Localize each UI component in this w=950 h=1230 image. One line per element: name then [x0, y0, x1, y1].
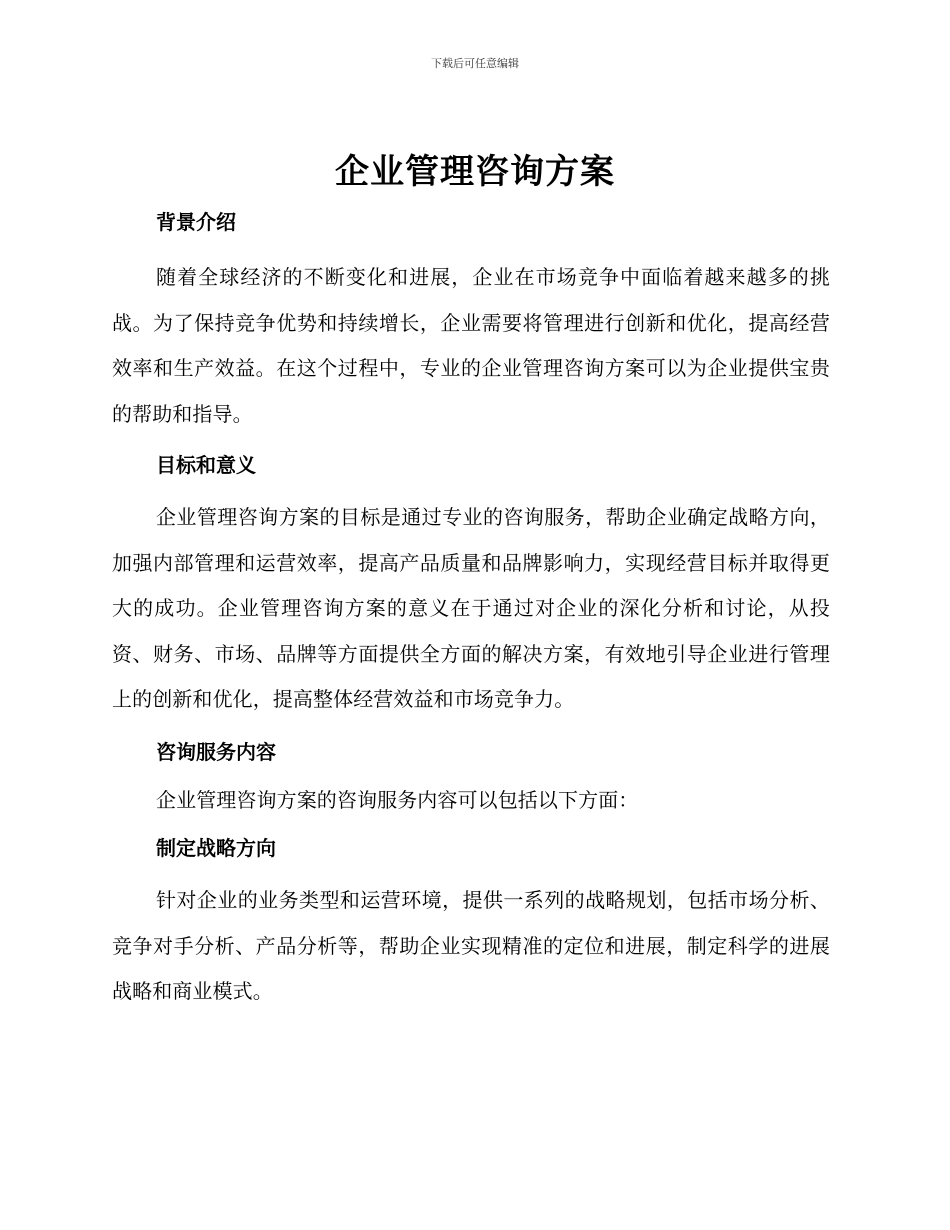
document-body [112, 200, 830, 1015]
section-heading-goals: 目标和意义 [156, 453, 256, 477]
section-heading-services: 咨询服务内容 [156, 739, 276, 764]
section-heading-background: 背景介绍 [156, 210, 236, 234]
section-paragraph-goals: 企业管理咨询方案的目标是通过专业的咨询服务，帮助企业确定战略方向，加强内部管理和运营效率，提高产品质量和品牌影响力，实现经营目标并取得更大的成功。企业管理咨询方案的意义在于通过对企业的深化分析和讨论，从投资、财务、市场、品牌等方面提供全方面的解决方案，有效地引导企业进行管理上的创新和优化，提高整体经营效益和市场竞争力。 [112, 505, 830, 711]
section-paragraph-background: 随着全球经济的不断变化和进展，企业在市场竞争中面临着越来越多的挑战。为了保持竞争优势和持续增长，企业需要将管理进行创新和优化，提高经营效率和生产效益。在这个过程中，专业的企业管理咨询方案可以为企业提供宝贵的帮助和指导。 [112, 265, 830, 426]
section-paragraph-services: 企业管理咨询方案的咨询服务内容可以包括以下方面： [156, 787, 639, 812]
page-header: 下载后可任意编辑 [431, 57, 519, 70]
section-paragraph-strategy: 针对企业的业务类型和运营环境，提供一系列的战略规划，包括市场分析、竞争对手分析、产品分析等，帮助企业实现精准的定位和进展，制定科学的进展战略和商业模式。 [112, 888, 830, 1003]
section-heading-strategy: 制定战略方向 [156, 836, 276, 860]
document-title: 企业管理咨询方案 [335, 152, 615, 192]
